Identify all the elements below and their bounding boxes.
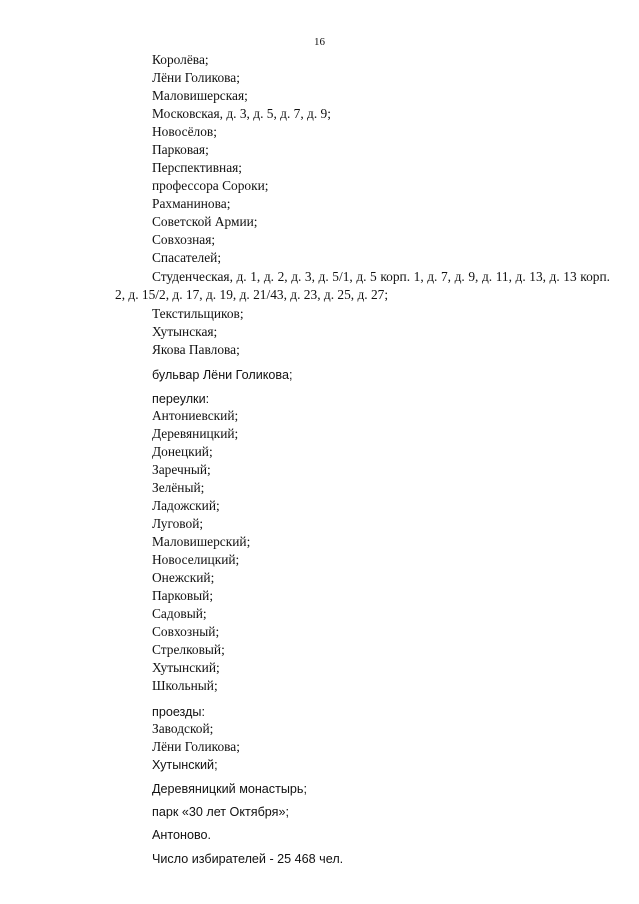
street-item: Маловишерская; (152, 88, 248, 103)
lane-item: Хутынский; (152, 660, 220, 675)
lane-item: Совхозный; (152, 624, 220, 639)
lane-item: Зелёный; (152, 480, 205, 495)
lane-item: Антониевский; (152, 408, 239, 423)
lane-item: Школьный; (152, 678, 218, 693)
lane-item: Парковый; (152, 588, 214, 603)
lane-item: Маловишерский; (152, 534, 251, 549)
lane-item: Садовый; (152, 606, 207, 621)
street-item: профессора Сороки; (152, 178, 269, 193)
street-item: Новосёлов; (152, 124, 217, 139)
street-item: Совхозная; (152, 232, 216, 247)
lane-item: Луговой; (152, 516, 204, 531)
street-item: Перспективная; (152, 160, 243, 175)
passage-item: Лёни Голикова; (152, 739, 240, 754)
lane-item: Ладожский; (152, 498, 220, 513)
lane-item: Заречный; (152, 462, 211, 477)
street-item: Советской Армии; (152, 214, 258, 229)
lanes-heading: переулки: (152, 392, 210, 406)
park-item: парк «30 лет Октября»; (152, 805, 289, 819)
lane-item: Стрелковый; (152, 642, 225, 657)
street-item: Спасателей; (152, 250, 222, 265)
street-item: Рахманинова; (152, 196, 231, 211)
lane-item: Деревяницкий; (152, 426, 239, 441)
street-item: Текстильщиков; (152, 306, 244, 321)
street-item: Парковая; (152, 142, 209, 157)
street-item: Королёва; (152, 52, 209, 67)
antonovo-item: Антоново. (152, 828, 211, 842)
passage-item: Заводской; (152, 721, 214, 736)
voters-count: Число избирателей - 25 468 чел. (152, 852, 344, 866)
passages-heading: проезды: (152, 705, 205, 719)
street-item: Лёни Голикова; (152, 70, 240, 85)
boulevard-item: бульвар Лёни Голикова; (152, 368, 293, 382)
lane-item: Новоселицкий; (152, 552, 240, 567)
passage-item: Хутынский; (152, 758, 218, 772)
street-item-studencheskaya: Студенческая, д. 1, д. 2, д. 3, д. 5/1, д. 5 корп. 1, д. 7, д. 9, д. 11, д. 13, д. 13 корп. 2, д. 15/2, д. 17, д. 19, д. 21/43, д. 23, д. 25, д. 27; (115, 269, 610, 302)
monastery-item: Деревяницкий монастырь; (152, 782, 307, 796)
lane-item: Онежский; (152, 570, 215, 585)
page-number: 16 (314, 36, 325, 48)
lane-item: Донецкий; (152, 444, 213, 459)
street-item: Хутынская; (152, 324, 218, 339)
street-item: Московская, д. 3, д. 5, д. 7, д. 9; (152, 106, 331, 121)
street-item: Якова Павлова; (152, 342, 240, 357)
